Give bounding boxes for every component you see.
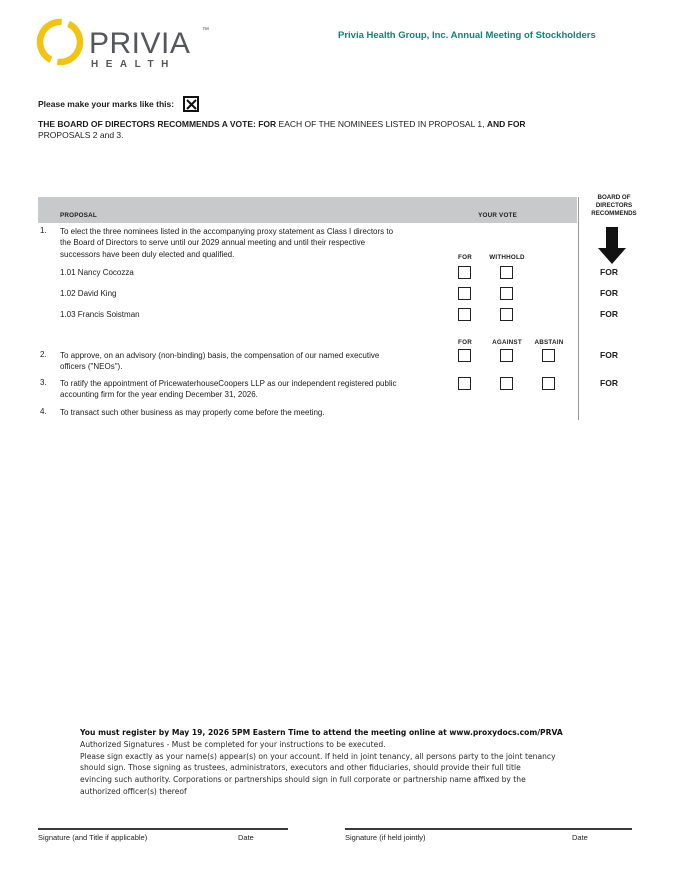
recommend-proposal-2: FOR xyxy=(600,350,618,360)
logo-trademark: ™ xyxy=(202,27,209,34)
proposal-4-line1: To transact such other business as may properly come before the meeting. xyxy=(60,408,325,417)
checkbox-nominee-1-01-withhold[interactable] xyxy=(500,266,513,279)
checkbox-nominee-1-02-for[interactable] xyxy=(458,287,471,300)
proposal-1-text xyxy=(60,226,393,260)
recommend-1-02: FOR xyxy=(600,288,618,298)
recommend-bold-1: THE BOARD OF DIRECTORS RECOMMENDS A VOTE: FOR xyxy=(38,119,277,129)
sign-instructions-line3: evincing such authority. Corporations or partnerships should sign in full corporate or partnership name affixed by the xyxy=(80,775,526,785)
recommend-line-2: PROPOSALS 2 and 3. xyxy=(38,130,124,140)
recommend-1-01: FOR xyxy=(600,267,618,277)
meeting-title: Privia Health Group, Inc. Annual Meeting of Stockholders xyxy=(338,30,596,41)
checkbox-proposal-3-for[interactable] xyxy=(458,377,471,390)
checkbox-proposal-3-against[interactable] xyxy=(500,377,513,390)
logo-ring-icon xyxy=(34,15,87,69)
proposal-4-text xyxy=(60,407,325,418)
proposal-3-number: 3. xyxy=(40,378,47,387)
logo-brand-text: PRIVIA xyxy=(89,27,191,60)
checkbox-nominee-1-02-withhold[interactable] xyxy=(500,287,513,300)
signature-primary-date-label: Date xyxy=(238,833,254,842)
recommends-header-line2: DIRECTORS xyxy=(595,201,633,209)
signature-line-primary[interactable] xyxy=(38,828,288,830)
nominee-1-03-label: 1.03 Francis Soistman xyxy=(60,310,140,319)
signature-line-joint[interactable] xyxy=(345,828,632,830)
nominee-1-01-label: 1.01 Nancy Cocozza xyxy=(60,268,134,277)
checkbox-nominee-1-03-withhold[interactable] xyxy=(500,308,513,321)
recommend-regular-1: EACH OF THE NOMINEES LISTED IN PROPOSAL 1, xyxy=(276,119,487,129)
p23-for-column-label: FOR xyxy=(458,339,472,346)
recommends-header-line1: BOARD OF xyxy=(597,194,631,201)
sign-instructions-line4: authorized officer(s) thereof xyxy=(80,786,187,796)
footer-instructions xyxy=(80,727,640,798)
sign-instructions-line2: should sign. Those signing as trustees, administrators, executors and other fiduciaries, should provide their full title xyxy=(80,763,521,773)
privia-health-logo xyxy=(34,12,219,72)
proposal-column-header: PROPOSAL xyxy=(60,212,97,219)
p23-abstain-column-label: ABSTAIN xyxy=(534,339,564,346)
p1-for-column-label: FOR xyxy=(458,254,472,261)
recommends-header-line3: RECOMMENDS xyxy=(591,209,637,217)
proposal-2-line2: officers ("NEOs"). xyxy=(60,362,123,372)
proposal-1-line3: successors have been duly elected and qualified. xyxy=(60,249,235,259)
checkbox-proposal-2-against[interactable] xyxy=(500,349,513,362)
signature-primary-label: Signature (and Title if applicable) xyxy=(38,833,148,842)
p1-withhold-column-label: WITHHOLD xyxy=(489,254,525,261)
sign-instructions-line1: Please sign exactly as your name(s) appear(s) on your account. If held in joint tenancy, all persons party to the joint tenancy xyxy=(80,751,556,761)
proposal-2-line1: To approve, on an advisory (non-binding) basis, the compensation of our named executive xyxy=(60,351,380,360)
marks-instruction-row xyxy=(38,96,199,112)
p23-against-column-label: AGAINST xyxy=(492,339,522,346)
logo-sub-text: HEALTH xyxy=(91,59,176,70)
register-deadline-line: You must register by May 19, 2026 5PM Eastern Time to attend the meeting online at www.proxydocs.com/PRVA xyxy=(80,728,563,737)
proposal-3-line2: accounting firm for the year ending December 31, 2026. xyxy=(60,390,258,400)
board-recommendation-text xyxy=(38,119,526,141)
checkbox-proposal-3-abstain[interactable] xyxy=(542,377,555,390)
proposal-1-number: 1. xyxy=(40,226,47,235)
recommend-1-03: FOR xyxy=(600,309,618,319)
board-recommends-column-header xyxy=(578,194,650,217)
proposal-1-line2: the Board of Directors to serve until our 2029 annual meeting and until their respective xyxy=(60,238,366,248)
marks-instruction-label: Please make your marks like this: xyxy=(38,99,175,109)
checkbox-proposal-2-abstain[interactable] xyxy=(542,349,555,362)
checkbox-proposal-2-for[interactable] xyxy=(458,349,471,362)
authorized-signatures-line: Authorized Signatures - Must be completed for your instructions to be executed. xyxy=(80,739,386,749)
checkbox-nominee-1-01-for[interactable] xyxy=(458,266,471,279)
x-mark-icon xyxy=(186,99,197,110)
sample-mark-checkbox xyxy=(183,96,199,112)
checkbox-nominee-1-03-for[interactable] xyxy=(458,308,471,321)
proposal-4-number: 4. xyxy=(40,407,47,416)
proposal-3-line1: To ratify the appointment of PricewaterhouseCoopers LLP as our independent registered public xyxy=(60,379,397,388)
recommend-bold-2: AND FOR xyxy=(486,119,526,129)
signature-joint-label: Signature (if held jointly) xyxy=(345,833,426,842)
signature-joint-date-label: Date xyxy=(572,833,588,842)
proposal-2-text xyxy=(60,350,379,373)
your-vote-column-header: YOUR VOTE xyxy=(478,212,517,219)
proposal-2-number: 2. xyxy=(40,350,47,359)
nominee-1-02-label: 1.02 David King xyxy=(60,289,117,298)
table-header-band xyxy=(38,197,577,223)
proposal-3-text xyxy=(60,378,397,401)
recommend-down-arrow-icon xyxy=(597,227,627,270)
recommend-proposal-3: FOR xyxy=(600,378,618,388)
proposal-1-line1: To elect the three nominees listed in the accompanying proxy statement as Class I directors to xyxy=(60,227,394,236)
logo-graphic xyxy=(34,12,219,72)
column-divider xyxy=(578,197,579,420)
